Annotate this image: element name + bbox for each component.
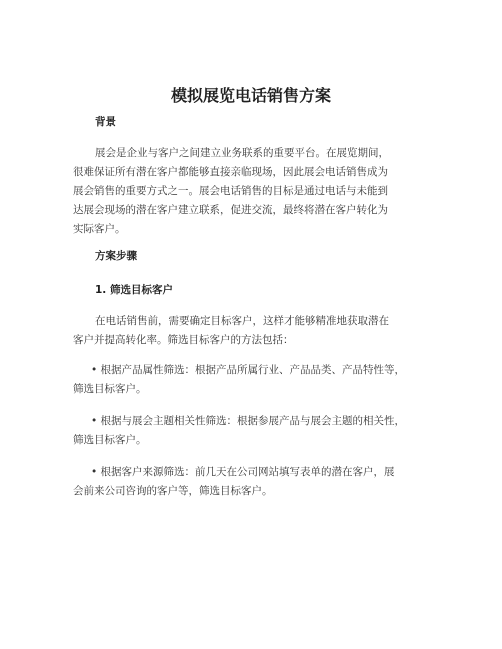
- background-heading: 背景: [95, 116, 116, 128]
- paragraph-line: 在电话销售前，需要确定目标客户，这样才能够精准地获取潜在: [95, 315, 389, 327]
- paragraph-line: 达展会现场的潜在客户建立联系，促进交流，最终将潜在客户转化为: [73, 204, 388, 216]
- bullet-line: • 根据与展会主题相关性筛选：根据参展产品与展会主题的相关性，: [91, 415, 406, 427]
- paragraph-line: 展会是企业与客户之间建立业务联系的重要平台。在展览期间，: [95, 147, 389, 159]
- step1-heading: 1. 筛选目标客户: [95, 284, 173, 296]
- bullet-line: 会前来公司咨询的客户等，筛选目标客户。: [73, 485, 273, 497]
- bullet-line: • 根据产品属性筛选：根据产品所属行业、产品品类、产品特性等，: [91, 364, 406, 376]
- steps-heading: 方案步骤: [95, 250, 137, 262]
- bullet-line: 筛选目标客户。: [73, 383, 147, 395]
- paragraph-line: 很难保证所有潜在客户都能够直接亲临现场，因此展会电话销售成为: [73, 166, 388, 178]
- document-title: 模拟展览电话销售方案: [170, 86, 331, 105]
- paragraph-line: 实际客户。: [73, 223, 126, 235]
- paragraph-line: 客户并提高转化率。筛选目标客户的方法包括：: [73, 334, 294, 346]
- bullet-line: 筛选目标客户。: [73, 434, 147, 446]
- bullet-line: • 根据客户来源筛选：前几天在公司网站填写表单的潜在客户，展: [91, 466, 395, 478]
- paragraph-line: 展会销售的重要方式之一。展会电话销售的目标是通过电话与未能到: [73, 185, 388, 197]
